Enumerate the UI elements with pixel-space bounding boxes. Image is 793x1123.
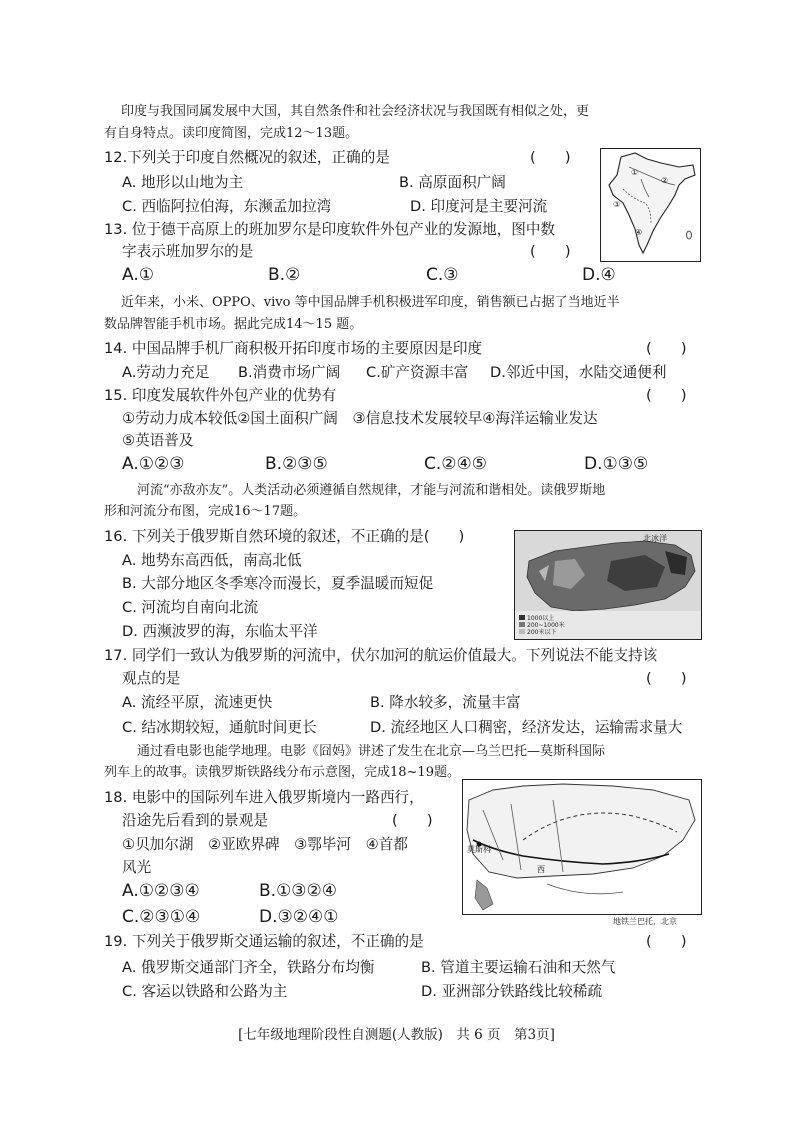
q13-option-d[interactable]: D.④	[582, 265, 616, 285]
q19-option-b[interactable]: B. 管道主要运输石油和天然气	[421, 959, 616, 976]
q17-option-d[interactable]: D. 流经地区人口稠密，经济发达，运输需求量大	[370, 719, 683, 736]
russia-railway-map-graphic	[463, 780, 701, 914]
india-map-label-2: ②	[661, 176, 669, 185]
q18-option-c[interactable]: C.②③①④	[122, 907, 201, 927]
q14-option-a[interactable]: A.劳动力充足	[122, 364, 210, 381]
q19-option-c[interactable]: C. 客运以铁路和公路为主	[122, 983, 288, 1000]
q18-items-line-1: ①贝加尔湖 ②亚欧界碑 ③鄂毕河 ④首都	[122, 836, 408, 853]
q13-option-c[interactable]: C.③	[426, 265, 459, 285]
intro-1-line-1: 印度与我国同属发展中大国，其自然条件和社会经济状况与我国既有相似之处，更	[121, 104, 590, 119]
q18-line-2: 沿途先后看到的景观是	[122, 812, 268, 829]
q13-bracket[interactable]: ( )	[530, 243, 571, 260]
q16-option-c[interactable]: C. 河流均自南向北流	[122, 599, 259, 616]
rail-map-west-label: 西	[537, 865, 545, 874]
q14-option-b[interactable]: B.消费市场广阔	[238, 364, 341, 381]
legend-swatch-low	[519, 629, 525, 634]
q17-line-2: 观点的是	[122, 670, 181, 687]
legend-label-mid: 200~1000米	[527, 622, 565, 629]
q16-option-b[interactable]: B. 大部分地区冬季寒冷而漫长，夏季温暖而短促	[122, 575, 434, 592]
q18-items-line-2: 风光	[122, 859, 152, 876]
q12-option-c[interactable]: C. 西临阿拉伯海，东濒孟加拉湾	[122, 198, 332, 215]
page-footer: [七年级地理阶段性自测题(人教版) 共 6 页 第3页]	[238, 1027, 555, 1043]
russia-map-ocean-label: 北冰洋	[643, 534, 667, 543]
intro-2-line-2: 数品牌智能手机市场。据此完成14～15 题。	[104, 317, 363, 332]
q15-option-d[interactable]: D.①③⑤	[584, 454, 649, 474]
q15-items-line-2: ⑤英语普及	[122, 432, 194, 449]
rail-map-caption: 地铁兰巴托，北京	[613, 917, 677, 926]
legend-swatch-high	[519, 615, 525, 620]
legend-swatch-mid	[519, 622, 525, 627]
q17-option-c[interactable]: C. 结冰期较短，通航时间更长	[122, 719, 317, 736]
q16-option-a[interactable]: A. 地势东高西低，南高北低	[122, 552, 302, 569]
russia-railway-map	[462, 779, 702, 915]
india-map	[600, 148, 701, 262]
intro-4-line-1: 通过看电影也能学地理。电影《囧妈》讲述了发生在北京—乌兰巴托—莫斯科国际	[137, 744, 606, 759]
q14-stem: 14. 中国品牌手机厂商积极开拓印度市场的主要原因是印度	[104, 340, 483, 357]
intro-4-line-2: 列车上的故事。读俄罗斯铁路线分布示意图，完成18~19题。	[104, 765, 460, 780]
q16-option-d[interactable]: D. 西濒波罗的海，东临太平洋	[122, 623, 318, 640]
q15-stem: 15. 印度发展软件外包产业的优势有	[104, 387, 337, 404]
q13-option-b[interactable]: B.②	[268, 265, 301, 285]
intro-3-line-2: 形和河流分布图，完成16～17题。	[104, 504, 307, 519]
q18-option-b[interactable]: B.①③②④	[259, 881, 338, 901]
q15-option-a[interactable]: A.①②③	[122, 454, 185, 474]
q19-bracket[interactable]: ( )	[646, 933, 687, 950]
q14-option-d[interactable]: D.邻近中国，水陆交通便利	[490, 364, 667, 381]
q17-line-1: 17. 同学们一致认为俄罗斯的河流中，伏尔加河的航运价值最大。下列说法不能支持该	[104, 647, 658, 664]
q19-option-a[interactable]: A. 俄罗斯交通部门齐全，铁路分布均衡	[122, 959, 375, 976]
q15-option-c[interactable]: C.②④⑤	[424, 454, 487, 474]
legend-label-high: 1000以上	[527, 615, 555, 622]
india-map-label-1: ①	[631, 168, 639, 177]
q18-option-d[interactable]: D.③②④①	[259, 907, 339, 927]
q13-line-1: 13. 位于德干高原上的班加罗尔是印度软件外包产业的发源地，图中数	[104, 221, 556, 238]
q13-option-a[interactable]: A.①	[122, 265, 154, 285]
q18-option-a[interactable]: A.①②③④	[122, 881, 200, 901]
q16-stem: 16. 下列关于俄罗斯自然环境的叙述，不正确的是( )	[104, 528, 465, 545]
q12-option-d[interactable]: D. 印度河是主要河流	[410, 198, 548, 215]
q15-option-b[interactable]: B.②③⑤	[265, 454, 328, 474]
q17-bracket[interactable]: ( )	[646, 670, 687, 687]
q15-items-line-1: ①劳动力成本较低②国土面积广阔 ③信息技术发展较早④海洋运输业发达	[122, 410, 598, 427]
q14-option-c[interactable]: C.矿产资源丰富	[366, 364, 469, 381]
q18-bracket[interactable]: ( )	[392, 812, 433, 829]
india-map-label-4: ④	[635, 228, 643, 237]
q12-option-b[interactable]: B. 高原面积广阔	[399, 174, 506, 191]
q18-line-1: 18. 电影中的国际列车进入俄罗斯境内一路西行，	[104, 789, 424, 806]
q17-option-a[interactable]: A. 流经平原，流速更快	[122, 694, 273, 711]
intro-1-line-2: 有自身特点。读印度简图，完成12～13题。	[104, 126, 359, 141]
q12-option-a[interactable]: A. 地形以山地为主	[122, 174, 244, 191]
russia-terrain-map	[514, 530, 702, 640]
russia-terrain-map-graphic	[515, 531, 701, 639]
q19-stem: 19. 下列关于俄罗斯交通运输的叙述，不正确的是	[104, 933, 424, 950]
legend-label-low: 200米以下	[527, 629, 557, 636]
q12-stem: 12.下列关于印度自然概况的叙述，正确的是	[104, 149, 390, 166]
q14-bracket[interactable]: ( )	[646, 340, 687, 357]
q12-bracket[interactable]: ( )	[530, 149, 571, 166]
q15-bracket[interactable]: ( )	[646, 387, 687, 404]
rail-map-moscow-label: 莫斯科	[467, 845, 491, 854]
india-map-label-3: ③	[613, 200, 621, 209]
q17-option-b[interactable]: B. 降水较多，流量丰富	[370, 694, 521, 711]
intro-2-line-1: 近年来，小米、OPPO、vivo 等中国品牌手机积极进军印度，销售额已占据了当地近半	[121, 295, 620, 310]
india-map-graphic	[601, 149, 700, 261]
q19-option-d[interactable]: D. 亚洲部分铁路线比较稀疏	[421, 983, 603, 1000]
intro-3-line-1: 河流“亦敌亦友”。人类活动必须遵循自然规律，才能与河流和谐相处。读俄罗斯地	[137, 483, 606, 498]
q13-line-2: 字表示班加罗尔的是	[122, 243, 254, 260]
